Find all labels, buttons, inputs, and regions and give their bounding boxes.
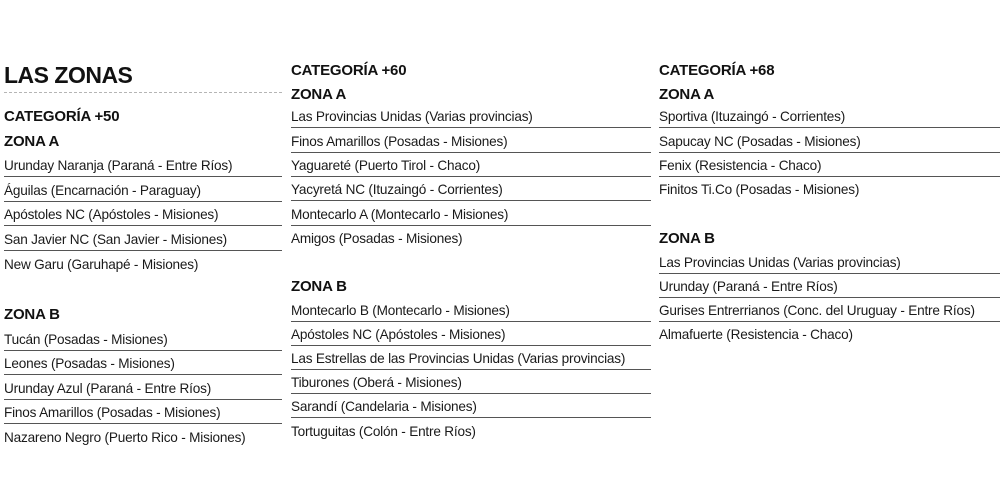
team-entry: Tiburones (Oberá - Misiones) xyxy=(291,374,651,394)
category-heading: CATEGORÍA +50 xyxy=(4,108,120,125)
team-entry: Leones (Posadas - Misiones) xyxy=(4,355,282,375)
team-entry: Sapucay NC (Posadas - Misiones) xyxy=(659,133,1000,153)
team-entry: Gurises Entrerrianos (Conc. del Uruguay - Entre Ríos) xyxy=(659,302,1000,322)
zone-b-heading: ZONA B xyxy=(291,278,347,295)
category-heading: CATEGORÍA +60 xyxy=(291,62,407,79)
team-entry: New Garu (Garuhapé - Misiones) xyxy=(4,257,199,272)
team-entry: Águilas (Encarnación - Paraguay) xyxy=(4,182,282,202)
zone-b-heading: ZONA B xyxy=(4,306,60,323)
team-entry: Las Estrellas de las Provincias Unidas (Varias provincias) xyxy=(291,350,651,370)
team-entry: Finos Amarillos (Posadas - Misiones) xyxy=(291,133,651,153)
zone-a-heading: ZONA A xyxy=(659,86,715,103)
team-entry: Yaguareté (Puerto Tirol - Chaco) xyxy=(291,157,651,177)
team-entry: Yacyretá NC (Ituzaingó - Corrientes) xyxy=(291,181,651,201)
team-entry: Tucán (Posadas - Misiones) xyxy=(4,331,282,351)
team-entry: Apóstoles NC (Apóstoles - Misiones) xyxy=(4,206,282,226)
team-entry: Fenix (Resistencia - Chaco) xyxy=(659,157,1000,177)
team-entry: Las Provincias Unidas (Varias provincias) xyxy=(291,108,651,128)
zone-a-heading: ZONA A xyxy=(4,133,60,150)
team-entry: Apóstoles NC (Apóstoles - Misiones) xyxy=(291,326,651,346)
zone-b-heading: ZONA B xyxy=(659,230,715,247)
team-entry: Las Provincias Unidas (Varias provincias) xyxy=(659,254,1000,274)
team-entry: Sportiva (Ituzaingó - Corrientes) xyxy=(659,108,1000,128)
team-entry: Sarandí (Candelaria - Misiones) xyxy=(291,398,651,418)
team-entry: Nazareno Negro (Puerto Rico - Misiones) xyxy=(4,430,246,445)
team-entry: Amigos (Posadas - Misiones) xyxy=(291,231,463,246)
team-entry: Urunday Naranja (Paraná - Entre Ríos) xyxy=(4,157,282,177)
team-entry: Montecarlo B (Montecarlo - Misiones) xyxy=(291,302,651,322)
team-entry: Almafuerte (Resistencia - Chaco) xyxy=(659,327,853,342)
team-entry: Urunday (Paraná - Entre Ríos) xyxy=(659,278,1000,298)
team-entry: Urunday Azul (Paraná - Entre Ríos) xyxy=(4,380,282,400)
team-entry: San Javier NC (San Javier - Misiones) xyxy=(4,231,282,251)
team-entry: Montecarlo A (Montecarlo - Misiones) xyxy=(291,206,651,226)
page-title: LAS ZONAS xyxy=(4,60,282,93)
team-entry: Finitos Ti.Co (Posadas - Misiones) xyxy=(659,182,860,197)
team-entry: Tortuguitas (Colón - Entre Ríos) xyxy=(291,424,476,439)
team-entry: Finos Amarillos (Posadas - Misiones) xyxy=(4,404,282,424)
zone-a-heading: ZONA A xyxy=(291,86,347,103)
category-heading: CATEGORÍA +68 xyxy=(659,62,775,79)
